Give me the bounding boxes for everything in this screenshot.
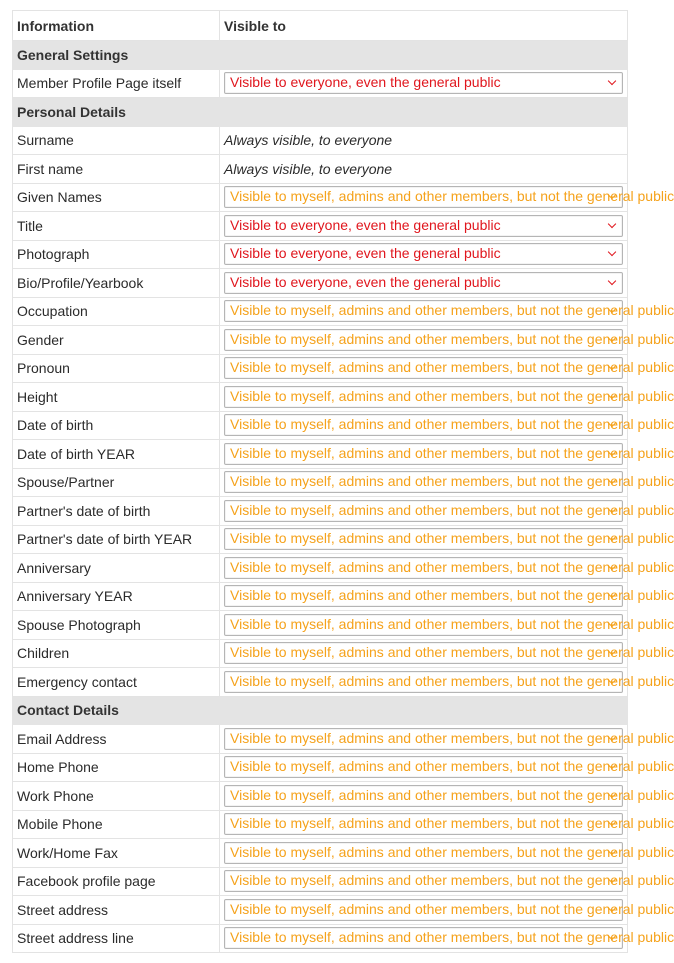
field-label-facebook-profile-page: Facebook profile page (13, 867, 220, 896)
table-row (13, 525, 628, 554)
section-contact-details (13, 696, 628, 725)
visibility-select-given-names[interactable] (224, 186, 674, 208)
selected-option: Visible to myself, admins and other members, but not the general public (230, 644, 674, 661)
visibility-cell (220, 411, 674, 440)
visibility-select-anniversary-year[interactable] (224, 585, 674, 607)
visibility-settings-panel (12, 10, 674, 953)
table-row (13, 611, 628, 640)
visibility-select-emergency-contact[interactable] (224, 671, 674, 693)
visibility-cell (220, 497, 674, 526)
visibility-select-partner-s-date-of-birth[interactable] (224, 500, 674, 522)
table-row (13, 810, 628, 839)
visibility-cell (220, 582, 674, 611)
selected-option: Visible to myself, admins and other members, but not the general public (230, 501, 674, 518)
visibility-select-home-phone[interactable] (224, 756, 674, 778)
selected-option: Visible to everyone, even the general public (230, 245, 501, 262)
section-heading: General Settings (13, 41, 628, 70)
field-label-given-names: Given Names (13, 183, 220, 212)
visibility-select-children[interactable] (224, 642, 674, 664)
selected-option: Visible to myself, admins and other members, but not the general public (230, 929, 674, 946)
table-row (13, 896, 628, 925)
table-row (13, 69, 628, 98)
visibility-cell (220, 212, 628, 241)
table-row (13, 867, 628, 896)
selected-option: Visible to myself, admins and other members, but not the general public (230, 473, 674, 490)
field-label-bio-profile-yearbook: Bio/Profile/Yearbook (13, 269, 220, 298)
section-general-settings (13, 41, 628, 70)
visibility-cell (220, 725, 674, 754)
selected-option: Visible to myself, admins and other members, but not the general public (230, 815, 674, 832)
chevron-down-icon[interactable] (608, 277, 616, 285)
field-label-surname: Surname (13, 126, 220, 155)
table-row (13, 155, 628, 184)
visibility-cell (220, 810, 674, 839)
table-row (13, 554, 628, 583)
selected-option: Visible to everyone, even the general public (230, 216, 501, 233)
selected-option: Visible to myself, admins and other members, but not the general public (230, 786, 674, 803)
table-row (13, 924, 628, 953)
header-visible-to: Visible to (220, 11, 628, 41)
field-label-street-address: Street address (13, 896, 220, 925)
selected-option: Visible to myself, admins and other members, but not the general public (230, 900, 674, 917)
field-label-occupation: Occupation (13, 297, 220, 326)
visibility-select-gender[interactable] (224, 329, 674, 351)
table-row (13, 240, 628, 269)
visibility-select-title[interactable] (224, 215, 623, 237)
table-row (13, 839, 628, 868)
field-label-spouse-partner: Spouse/Partner (13, 468, 220, 497)
visibility-cell (220, 440, 674, 469)
visibility-cell (220, 354, 674, 383)
always-visible-text: Always visible, to everyone (224, 132, 393, 149)
table-header-row (13, 11, 628, 41)
table-row (13, 582, 628, 611)
visibility-cell (220, 611, 674, 640)
selected-option: Visible to myself, admins and other members, but not the general public (230, 387, 674, 404)
table-row (13, 753, 628, 782)
table-row (13, 383, 628, 412)
always-visible-text: Always visible, to everyone (224, 160, 393, 177)
visibility-cell (220, 269, 628, 298)
field-label-home-phone: Home Phone (13, 753, 220, 782)
visibility-cell (220, 782, 674, 811)
field-label-partner-s-date-of-birth-year: Partner's date of birth YEAR (13, 525, 220, 554)
table-row (13, 297, 628, 326)
visibility-cell (220, 867, 674, 896)
field-label-date-of-birth: Date of birth (13, 411, 220, 440)
section-personal-details (13, 98, 628, 127)
selected-option: Visible to myself, admins and other members, but not the general public (230, 729, 674, 746)
visibility-select-spouse-partner[interactable] (224, 471, 674, 493)
table-row (13, 639, 628, 668)
visibility-select-spouse-photograph[interactable] (224, 614, 674, 636)
table-row (13, 497, 628, 526)
field-label-height: Height (13, 383, 220, 412)
visibility-cell (220, 297, 674, 326)
table-row (13, 326, 628, 355)
selected-option: Visible to everyone, even the general public (230, 273, 501, 290)
visibility-select-street-address-line[interactable] (224, 927, 674, 949)
visibility-cell (220, 896, 674, 925)
field-label-member-profile-page-itself: Member Profile Page itself (13, 69, 220, 98)
field-label-email-address: Email Address (13, 725, 220, 754)
field-label-gender: Gender (13, 326, 220, 355)
selected-option: Visible to myself, admins and other members, but not the general public (230, 530, 674, 547)
selected-option: Visible to myself, admins and other members, but not the general public (230, 330, 674, 347)
field-label-partner-s-date-of-birth: Partner's date of birth (13, 497, 220, 526)
visibility-select-date-of-birth[interactable] (224, 414, 674, 436)
field-label-title: Title (13, 212, 220, 241)
visibility-select-bio-profile-yearbook[interactable] (224, 272, 623, 294)
visibility-cell (220, 183, 674, 212)
visibility-cell (220, 468, 674, 497)
visibility-cell (220, 639, 674, 668)
chevron-down-icon[interactable] (608, 248, 616, 256)
visibility-select-date-of-birth-year[interactable] (224, 443, 674, 465)
visibility-cell (220, 753, 674, 782)
table-row (13, 411, 628, 440)
header-information: Information (13, 11, 220, 41)
field-label-first-name: First name (13, 155, 220, 184)
table-body (13, 41, 674, 953)
table-row (13, 468, 628, 497)
visibility-select-facebook-profile-page[interactable] (224, 870, 674, 892)
field-label-anniversary-year: Anniversary YEAR (13, 582, 220, 611)
selected-option: Visible to myself, admins and other members, but not the general public (230, 416, 674, 433)
visibility-select-email-address[interactable] (224, 728, 674, 750)
section-heading: Contact Details (13, 696, 628, 725)
field-label-street-address-line: Street address line (13, 924, 220, 953)
field-label-emergency-contact: Emergency contact (13, 668, 220, 697)
table-row (13, 269, 628, 298)
visibility-cell (220, 554, 674, 583)
visibility-cell (220, 126, 628, 155)
visibility-select-work-phone[interactable] (224, 785, 674, 807)
visibility-cell (220, 924, 674, 953)
table-row (13, 183, 628, 212)
field-label-mobile-phone: Mobile Phone (13, 810, 220, 839)
table-row (13, 126, 628, 155)
chevron-down-icon[interactable] (608, 220, 616, 228)
field-label-date-of-birth-year: Date of birth YEAR (13, 440, 220, 469)
field-label-work-phone: Work Phone (13, 782, 220, 811)
visibility-select-photograph[interactable] (224, 243, 623, 265)
selected-option: Visible to myself, admins and other members, but not the general public (230, 758, 674, 775)
selected-option: Visible to myself, admins and other members, but not the general public (230, 843, 674, 860)
table-row (13, 782, 628, 811)
visibility-select-partner-s-date-of-birth-year[interactable] (224, 528, 674, 550)
selected-option: Visible to myself, admins and other members, but not the general public (230, 302, 674, 319)
selected-option: Visible to myself, admins and other members, but not the general public (230, 444, 674, 461)
selected-option: Visible to everyone, even the general public (230, 74, 501, 91)
chevron-down-icon[interactable] (608, 77, 616, 85)
visibility-select-pronoun[interactable] (224, 357, 674, 379)
field-label-spouse-photograph: Spouse Photograph (13, 611, 220, 640)
visibility-cell (220, 155, 628, 184)
table-row (13, 725, 628, 754)
visibility-cell (220, 69, 628, 98)
selected-option: Visible to myself, admins and other members, but not the general public (230, 615, 674, 632)
visibility-cell (220, 383, 674, 412)
visibility-select-occupation[interactable] (224, 300, 674, 322)
visibility-cell (220, 326, 674, 355)
visibility-select-street-address[interactable] (224, 899, 674, 921)
visibility-cell (220, 839, 674, 868)
visibility-select-mobile-phone[interactable] (224, 813, 674, 835)
field-label-children: Children (13, 639, 220, 668)
field-label-anniversary: Anniversary (13, 554, 220, 583)
field-label-pronoun: Pronoun (13, 354, 220, 383)
selected-option: Visible to myself, admins and other members, but not the general public (230, 672, 674, 689)
table-row (13, 668, 628, 697)
selected-option: Visible to myself, admins and other members, but not the general public (230, 587, 674, 604)
table-row (13, 440, 628, 469)
visibility-select-member-profile-page-itself[interactable] (224, 72, 623, 94)
selected-option: Visible to myself, admins and other members, but not the general public (230, 872, 674, 889)
table-row (13, 354, 628, 383)
selected-option: Visible to myself, admins and other members, but not the general public (230, 188, 674, 205)
visibility-cell (220, 668, 674, 697)
visibility-select-height[interactable] (224, 386, 674, 408)
field-label-photograph: Photograph (13, 240, 220, 269)
selected-option: Visible to myself, admins and other members, but not the general public (230, 558, 674, 575)
selected-option: Visible to myself, admins and other members, but not the general public (230, 359, 674, 376)
visibility-select-work-home-fax[interactable] (224, 842, 674, 864)
field-label-work-home-fax: Work/Home Fax (13, 839, 220, 868)
visibility-select-anniversary[interactable] (224, 557, 674, 579)
visibility-cell (220, 240, 628, 269)
table-row (13, 212, 628, 241)
visibility-table (12, 10, 674, 953)
visibility-cell (220, 525, 674, 554)
section-heading: Personal Details (13, 98, 628, 127)
